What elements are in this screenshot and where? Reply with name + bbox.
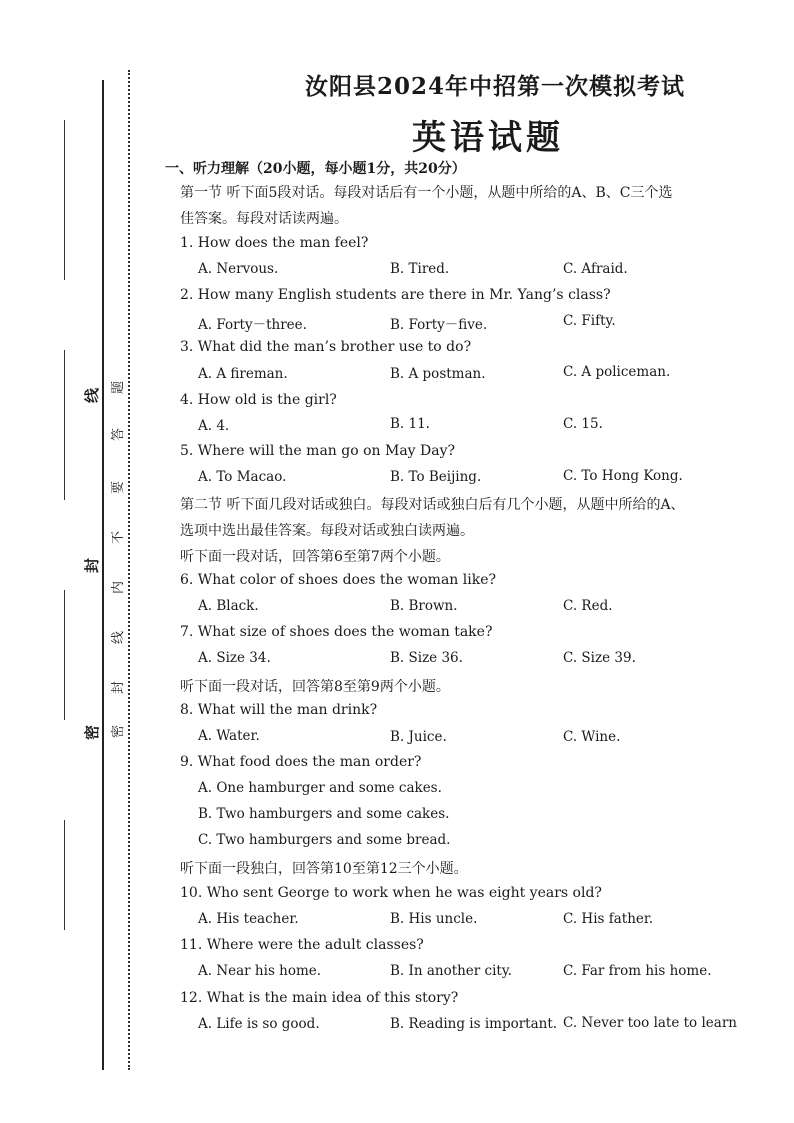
q1-option-a: A. Nervous. [198, 261, 279, 277]
q12-option-c: C. Never too late to learn [563, 1015, 737, 1031]
q8-option-a: A. Water. [198, 728, 260, 744]
question-8: 8. What will the man drink? [180, 702, 378, 718]
q6-option-a: A. Black. [198, 598, 259, 614]
margin-char-yao: 要 [111, 480, 127, 495]
group-instruction-10-12: 听下面一段独白，回答第10至第12三个小题。 [180, 861, 468, 877]
question-3: 3. What did the man’s brother use to do? [180, 339, 472, 355]
q3-option-b: B. A postman. [390, 366, 486, 382]
q11-option-c: C. Far from his home. [563, 963, 712, 979]
q6-option-b: B. Brown. [390, 598, 458, 614]
q9-option-b: B. Two hamburgers and some cakes. [198, 806, 450, 822]
margin-char-nei: 内 [111, 580, 127, 595]
margin-char-da: 答 [111, 427, 127, 442]
question-12: 12. What is the main idea of this story? [180, 990, 459, 1006]
part2-instruction-1: 第二节 听下面几段对话或独白。每段对话或独白后有几个小题，从题中所给的A、 [180, 497, 685, 513]
q6-option-c: C. Red. [563, 598, 613, 614]
group-instruction-8-9: 听下面一段对话，回答第8至第9两个小题。 [180, 679, 450, 695]
binding-margin [0, 0, 135, 1123]
q1-option-c: C. Afraid. [563, 261, 628, 277]
section-title-listening: 一、听力理解（20小题，每小题1分，共20分） [165, 161, 466, 177]
part1-instruction-2: 佳答案。每段对话读两遍。 [180, 211, 348, 227]
q3-option-c: C. A policeman. [563, 364, 671, 380]
q5-option-a: A. To Macao. [198, 469, 287, 485]
q9-option-c: C. Two hamburgers and some bread. [198, 832, 451, 848]
q4-option-c: C. 15. [563, 416, 603, 432]
question-10: 10. Who sent George to work when he was eight years old? [180, 885, 602, 901]
q2-option-b: B. Forty－five. [390, 317, 488, 333]
question-2: 2. How many English students are there in Mr. Yang’s class? [180, 287, 611, 303]
school-blank-line [64, 590, 65, 720]
exam-subject: 英语试题 [412, 118, 564, 158]
margin-char-mi: 密 [83, 724, 102, 741]
q5-option-b: B. To Beijing. [390, 469, 482, 485]
binding-dotted-line [128, 70, 130, 1070]
question-6: 6. What color of shoes does the woman like? [180, 572, 496, 588]
margin-char-ti: 题 [111, 380, 127, 395]
binding-solid-line [102, 80, 104, 1070]
part2-instruction-2: 选项中选出最佳答案。每段对话或独白读两遍。 [180, 523, 474, 539]
exam-title: 汝阳县2024年中招第一次模拟考试 [305, 73, 686, 100]
question-4: 4. How old is the girl? [180, 392, 337, 408]
q5-option-c: C. To Hong Kong. [563, 468, 683, 484]
q11-option-a: A. Near his home. [198, 963, 322, 979]
margin-char-mi2: 密 [111, 724, 127, 739]
question-1: 1. How does the man feel? [180, 235, 369, 251]
question-7: 7. What size of shoes does the woman take? [180, 624, 493, 640]
margin-char-feng2: 封 [111, 680, 127, 695]
q7-option-c: C. Size 39. [563, 650, 636, 666]
question-5: 5. Where will the man go on May Day? [180, 443, 456, 459]
margin-char-feng: 封 [83, 557, 102, 574]
q2-option-c: C. Fifty. [563, 313, 616, 329]
class-blank-line [64, 350, 65, 500]
q2-option-a: A. Forty－three. [198, 317, 307, 333]
q11-option-b: B. In another city. [390, 963, 512, 979]
q7-option-a: A. Size 34. [198, 650, 271, 666]
q10-option-a: A. His teacher. [198, 911, 299, 927]
q4-option-b: B. 11. [390, 416, 430, 432]
number-blank-line [64, 820, 65, 930]
margin-char-xian: 线 [83, 387, 102, 404]
q9-option-a: A. One hamburger and some cakes. [198, 780, 442, 796]
q3-option-a: A. A fireman. [198, 366, 288, 382]
q12-option-b: B. Reading is important. [390, 1016, 558, 1032]
q10-option-b: B. His uncle. [390, 911, 478, 927]
group-instruction-6-7: 听下面一段对话，回答第6至第7两个小题。 [180, 549, 450, 565]
q4-option-a: A. 4. [198, 418, 230, 434]
q10-option-c: C. His father. [563, 911, 654, 927]
q8-option-c: C. Wine. [563, 729, 621, 745]
q8-option-b: B. Juice. [390, 729, 447, 745]
q7-option-b: B. Size 36. [390, 650, 463, 666]
q1-option-b: B. Tired. [390, 261, 450, 277]
part1-instruction-1: 第一节 听下面5段对话。每段对话后有一个小题，从题中所给的A、B、C三个选 [180, 185, 673, 201]
q12-option-a: A. Life is so good. [198, 1016, 320, 1032]
margin-char-xian2: 线 [111, 630, 127, 645]
margin-char-bu: 不 [111, 530, 127, 545]
question-9: 9. What food does the man order? [180, 754, 422, 770]
question-11: 11. Where were the adult classes? [180, 937, 424, 953]
name-blank-line [64, 120, 65, 280]
